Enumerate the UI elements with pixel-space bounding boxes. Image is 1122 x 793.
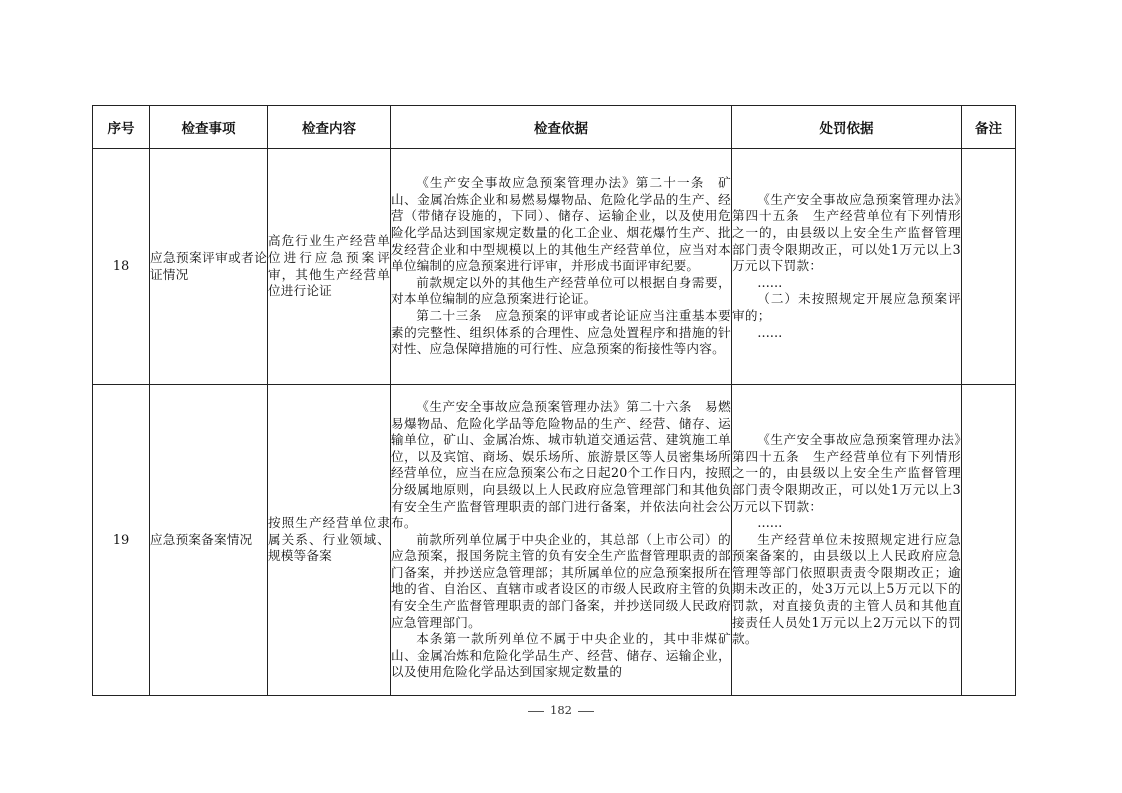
row-basis (391, 385, 732, 696)
header-remark: 备注 (962, 106, 1016, 149)
table-row (93, 149, 1016, 385)
basis-paragraph: 前款所列单位属于中央企业的，其总部（上市公司）的应急预案，报国务院主管的负有安全生产监督管理职责的部门备案，并抄送应急管理部；其所属单位的应急预案报所在地的省、自治区、直辖市或者设区的市级人民政府主管的负有安全生产监督管理职责的部门备案，并抄送同级人民政府应急管理部门。 (391, 531, 731, 630)
row-seq: 18 (93, 149, 150, 385)
basis-paragraph: 本条第一款所列单位不属于中央企业的，其中非煤矿山、金属冶炼和危险化学品生产、经营、储存、运输企业，以及使用危险化学品达到国家规定数量的 (391, 631, 731, 680)
header-item: 检查事项 (150, 106, 268, 149)
row-penalty (732, 149, 962, 385)
basis-paragraph: 《生产安全事故应急预案管理办法》第二十六条 易燃易爆物品、危险化学品等危险物品的生产、经营、储存、运输单位，矿山、金属冶炼、城市轨道交通运营、建筑施工单位，以及宾馆、商场、娱乐场所、旅游景区等人员密集场所经营单位，应当在应急预案公布之日起20个工作日内，按照分级属地原则，向县级以上人民政府应急管理部门和其他负有安全生产监督管理职责的部门进行备案，并依法向社会公布。 (391, 398, 731, 531)
row-seq: 19 (93, 385, 150, 696)
row-penalty (732, 385, 962, 696)
penalty-paragraph: （二）未按照规定开展应急预案评审的； (732, 291, 961, 323)
header-penalty: 处罚依据 (732, 106, 962, 149)
row-basis (391, 149, 732, 385)
penalty-ellipsis: …… (757, 274, 783, 290)
table-row (93, 385, 1016, 696)
page-footer (0, 703, 1122, 717)
row-item: 应急预案备案情况 (150, 385, 268, 696)
header-content: 检查内容 (268, 106, 391, 149)
row-content: 按照生产经营单位隶属关系、行业领域、规模等备案 (268, 385, 391, 696)
penalty-ellipsis: …… (757, 324, 783, 340)
header-row (93, 106, 1016, 149)
page-number: 182 (550, 703, 572, 717)
penalty-paragraph: 《生产安全事故应急预案管理办法》第四十五条 生产经营单位有下列情形之一的，由县级以上安全生产监督管理部门责令限期改正，可以处1万元以上3万元以下罚款： (732, 191, 961, 274)
footer-dash-right (578, 711, 594, 712)
penalty-ellipsis: …… (757, 515, 783, 531)
penalty-paragraph: 生产经营单位未按照规定进行应急预案备案的，由县级以上人民政府应急管理等部门依照职责责令限期改正；逾期未改正的，处3万元以上5万元以下的罚款，对直接负责的主管人员和其他直接责任人员处1万元以上2万元以下的罚款。 (732, 531, 961, 647)
footer-dash-left (528, 711, 544, 712)
header-seq: 序号 (93, 106, 150, 149)
row-content: 高危行业生产经营单位进行应急预案评审，其他生产经营单位进行论证 (268, 149, 391, 385)
row-item: 应急预案评审或者论证情况 (150, 149, 268, 385)
basis-paragraph: 《生产安全事故应急预案管理办法》第二十一条 矿山、金属冶炼企业和易燃易爆物品、危险化学品的生产、经营（带储存设施的，下同）、储存、运输企业，以及使用危险化学品达到国家规定数量的化工企业、烟花爆竹生产、批发经营企业和中型规模以上的其他生产经营单位，应当对本单位编制的应急预案进行评审，并形成书面评审纪要。 (391, 175, 731, 274)
row-remark (962, 149, 1016, 385)
inspection-table (92, 105, 1016, 696)
row-remark (962, 385, 1016, 696)
header-basis: 检查依据 (391, 106, 732, 149)
penalty-paragraph: 《生产安全事故应急预案管理办法》第四十五条 生产经营单位有下列情形之一的，由县级以上安全生产监督管理部门责令限期改正，可以处1万元以上3万元以下罚款： (732, 432, 961, 514)
basis-paragraph: 前款规定以外的其他生产经营单位可以根据自身需要，对本单位编制的应急预案进行论证。 (391, 274, 731, 307)
basis-paragraph: 第二十三条 应急预案的评审或者论证应当注重基本要素的完整性、组织体系的合理性、应急处置程序和措施的针对性、应急保障措施的可行性、应急预案的衔接性等内容。 (391, 307, 731, 357)
